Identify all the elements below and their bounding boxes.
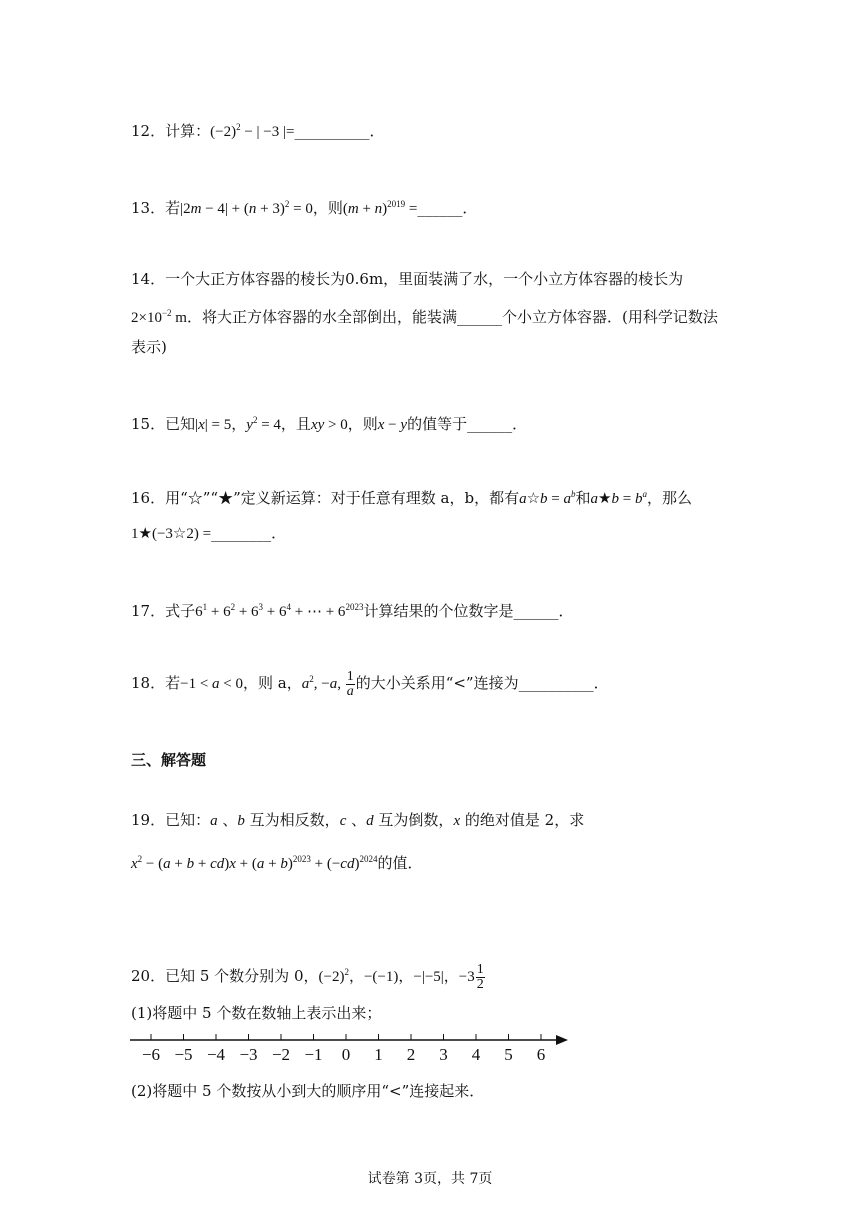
question-16-line-1: 16．用“☆”“★”定义新运算：对于任意有理数 a，b，都有a☆b = $a^b$和a★b = $b^a$，那么 — [131, 489, 692, 507]
answer-blank[interactable]: __________ — [294, 122, 370, 140]
answer-blank[interactable]: ________ — [211, 524, 272, 542]
answer-blank[interactable]: ______ — [513, 602, 559, 620]
math-expression: |x| = 5 — [195, 417, 232, 433]
answer-blank[interactable]: ______ — [417, 199, 463, 217]
question-19-line-1: 19．已知：a 、b 互为相反数，c 、d 互为倒数，x 的绝对值是 2，求 — [131, 811, 585, 829]
number-line-tick-label: −5 — [174, 1045, 193, 1064]
answer-blank[interactable]: ______ — [456, 308, 502, 326]
question-number: 18． — [131, 674, 166, 692]
question-number: 17． — [131, 602, 166, 620]
question-14-line-2: $2\times 10^{-2}$ m．将大正方体容器的水全部倒出，能装满______个小立方体容器．(用科学记数法 — [131, 308, 718, 326]
question-text: 计算： — [165, 122, 211, 140]
number-line-tick-label: 1 — [374, 1045, 383, 1064]
number-line-tick-label: −3 — [239, 1045, 258, 1064]
math-expression: $2\times 10^{-2}$ m — [131, 308, 187, 326]
number-line-tick-label: −4 — [206, 1045, 226, 1064]
question-20: 20．已知 5 个数分别为 0，$(-2)^2$，−(−1)，−|−5|，−3 $\frac{1}{2}$ — [131, 962, 484, 993]
number-line-tick-label: 6 — [536, 1045, 546, 1064]
question-17: 17．式子$6^1 + 6^2 + 6^3 + 6^4$ + ⋯ + $6^{2023}$计算结果的个位数字是______． — [131, 602, 574, 620]
math-expression: $(-2)^2$，−(−1)，−|−5|，−3 $\frac{1}{2}$ — [318, 962, 484, 993]
number-line-tick-label: 5 — [504, 1045, 513, 1064]
math-expression: xy > 0 — [310, 417, 348, 433]
math-expression: $y^2 = 4$ — [246, 415, 281, 433]
question-number: 12． — [131, 122, 166, 140]
answer-blank[interactable]: __________ — [518, 674, 594, 692]
math-expression: x − y — [377, 417, 408, 433]
question-16-line-2: 1★(−3☆2) =________． — [131, 524, 287, 542]
math-expression: 1★(−3☆2) = — [131, 526, 212, 542]
math-expression: $x^2 - (a + b + cd)x + (a + b)^{2023} + (-cd)^{2024}$ — [131, 854, 378, 872]
question-20-part-2: (2)将题中 5 个数按从小到大的顺序用“<”连接起来． — [131, 1082, 485, 1100]
question-19-line-2: $x^2 - (a + b + cd)x + (a + b)^{2023} + (-cd)^{2024}$的值． — [131, 854, 423, 872]
math-expression: a☆b = $a^b$ — [519, 489, 576, 507]
question-14-line-3: 表示) — [131, 338, 167, 356]
number-line-arrow-icon — [556, 1035, 568, 1045]
number-line-tick-label: 0 — [341, 1045, 351, 1064]
math-expression: $|2m - 4| + (n + 3)^2 = 0$ — [180, 199, 313, 217]
question-number: 19． — [131, 811, 166, 829]
math-expression: a★b = $b^a$ — [590, 489, 647, 507]
number-line-tick-label: 3 — [439, 1045, 448, 1064]
question-number: 16． — [131, 489, 166, 507]
section-heading: 三、解答题 — [131, 751, 207, 769]
number-line-tick-label: −6 — [141, 1045, 161, 1064]
math-expression: −1 < a < 0 — [180, 676, 243, 692]
question-12: 12．计算：$(-2)^2$ − | −3 |=__________． — [131, 122, 385, 140]
number-line-tick-label: −2 — [271, 1045, 291, 1064]
math-expression: $a^2$, −a, $\frac{1}{a}$ — [301, 669, 354, 700]
question-14-line-1: 14．一个大正方体容器的棱长为0.6m，里面装满了水，一个小立方体容器的棱长为 — [131, 270, 684, 288]
question-15: 15．已知|x| = 5，$y^2 = 4$，且xy > 0，则x − y的值等于______． — [131, 415, 528, 433]
number-line-tick-label: −1 — [304, 1045, 323, 1064]
question-number: 14． — [131, 270, 166, 288]
question-number: 13． — [131, 199, 166, 217]
question-20-part-1: (1)将题中 5 个数在数轴上表示出来； — [131, 1004, 382, 1022]
number-line-tick-label: 4 — [471, 1045, 481, 1064]
number-line-tick-label: 2 — [406, 1045, 416, 1064]
question-number: 15． — [131, 415, 166, 433]
math-expression: $(m + n)^{2019}$ = — [342, 199, 418, 217]
question-13: 13．若$|2m - 4| + (n + 3)^2 = 0$，则$(m + n)^{2019}$ =______． — [131, 199, 478, 217]
number-line — [120, 1028, 580, 1068]
page-footer: 试卷第 3页，共 7页 — [367, 1171, 493, 1187]
math-expression: $6^1 + 6^2 + 6^3 + 6^4$ + ⋯ + $6^{2023}$ — [195, 602, 364, 620]
question-18: 18．若−1 < a < 0，则 a，$a^2$, −a, $\frac{1}{a}$ 的大小关系用“<”连接为__________． — [131, 669, 609, 700]
math-expression: $(-2)^2$ − | −3 |= — [210, 122, 295, 140]
question-number: 20． — [131, 967, 166, 985]
answer-blank[interactable]: ______ — [467, 415, 513, 433]
